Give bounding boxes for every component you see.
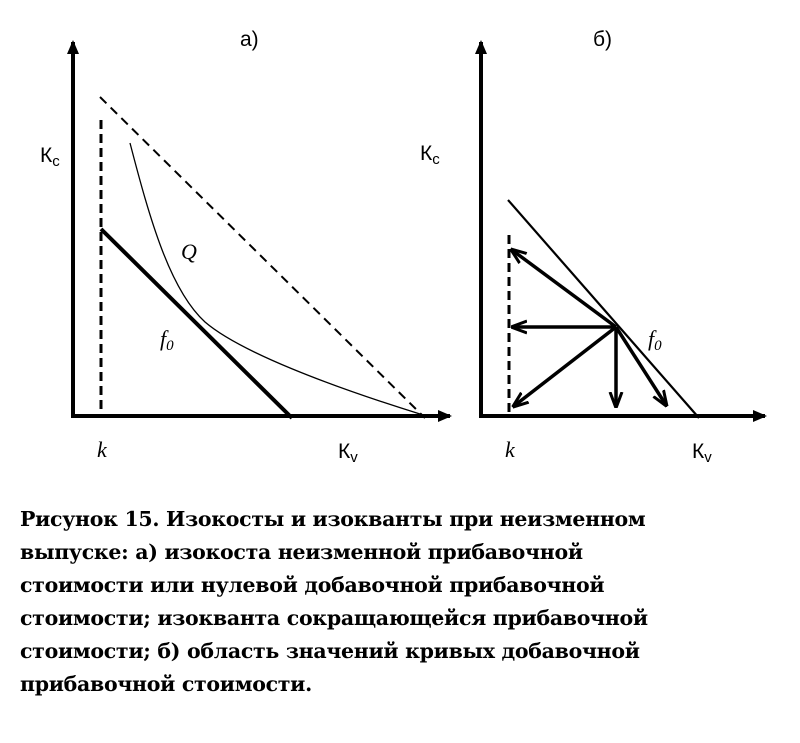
panel-b-x-label: Кv: [692, 440, 712, 466]
panel-a: [40, 28, 450, 466]
caption-line: стоимости или нулевой добавочной прибавочной: [20, 573, 605, 597]
caption-line: стоимости; изокванта сокращающейся прибавочной: [20, 606, 648, 630]
panel-a-isoquant-curve: [130, 143, 420, 414]
panel-a-y-label: Кс: [40, 144, 60, 170]
panel-a-dashed-isocost: [100, 97, 425, 418]
panel-a-k-label: k: [97, 437, 107, 462]
panel-b-y-label: Кс: [420, 142, 440, 168]
caption-line: выпуске: а) изокоста неизменной прибавочной: [20, 540, 583, 564]
caption-line: Рисунок 15. Изокосты и изокванты при неизменном: [20, 507, 646, 531]
caption-line: прибавочной стоимости.: [20, 672, 312, 696]
caption-line: стоимости; б) область значений кривых добавочной: [20, 639, 640, 663]
panel-b-k-label: k: [505, 437, 515, 462]
panel-b-vectors: [512, 250, 666, 406]
panel-b: [420, 28, 765, 466]
panel-a-point-label: f0: [160, 326, 174, 354]
panel-b-title: б): [593, 28, 613, 51]
panel-a-curve-label: Q: [181, 239, 197, 264]
figure-caption: [20, 503, 780, 701]
panel-a-title: а): [240, 28, 259, 51]
panel-b-isocost-line: [508, 200, 699, 418]
vector-down-left: [514, 327, 616, 406]
vector-up-left: [512, 250, 616, 327]
panel-b-point-label: f0: [648, 326, 662, 354]
panel-a-x-label: Кv: [338, 440, 358, 466]
